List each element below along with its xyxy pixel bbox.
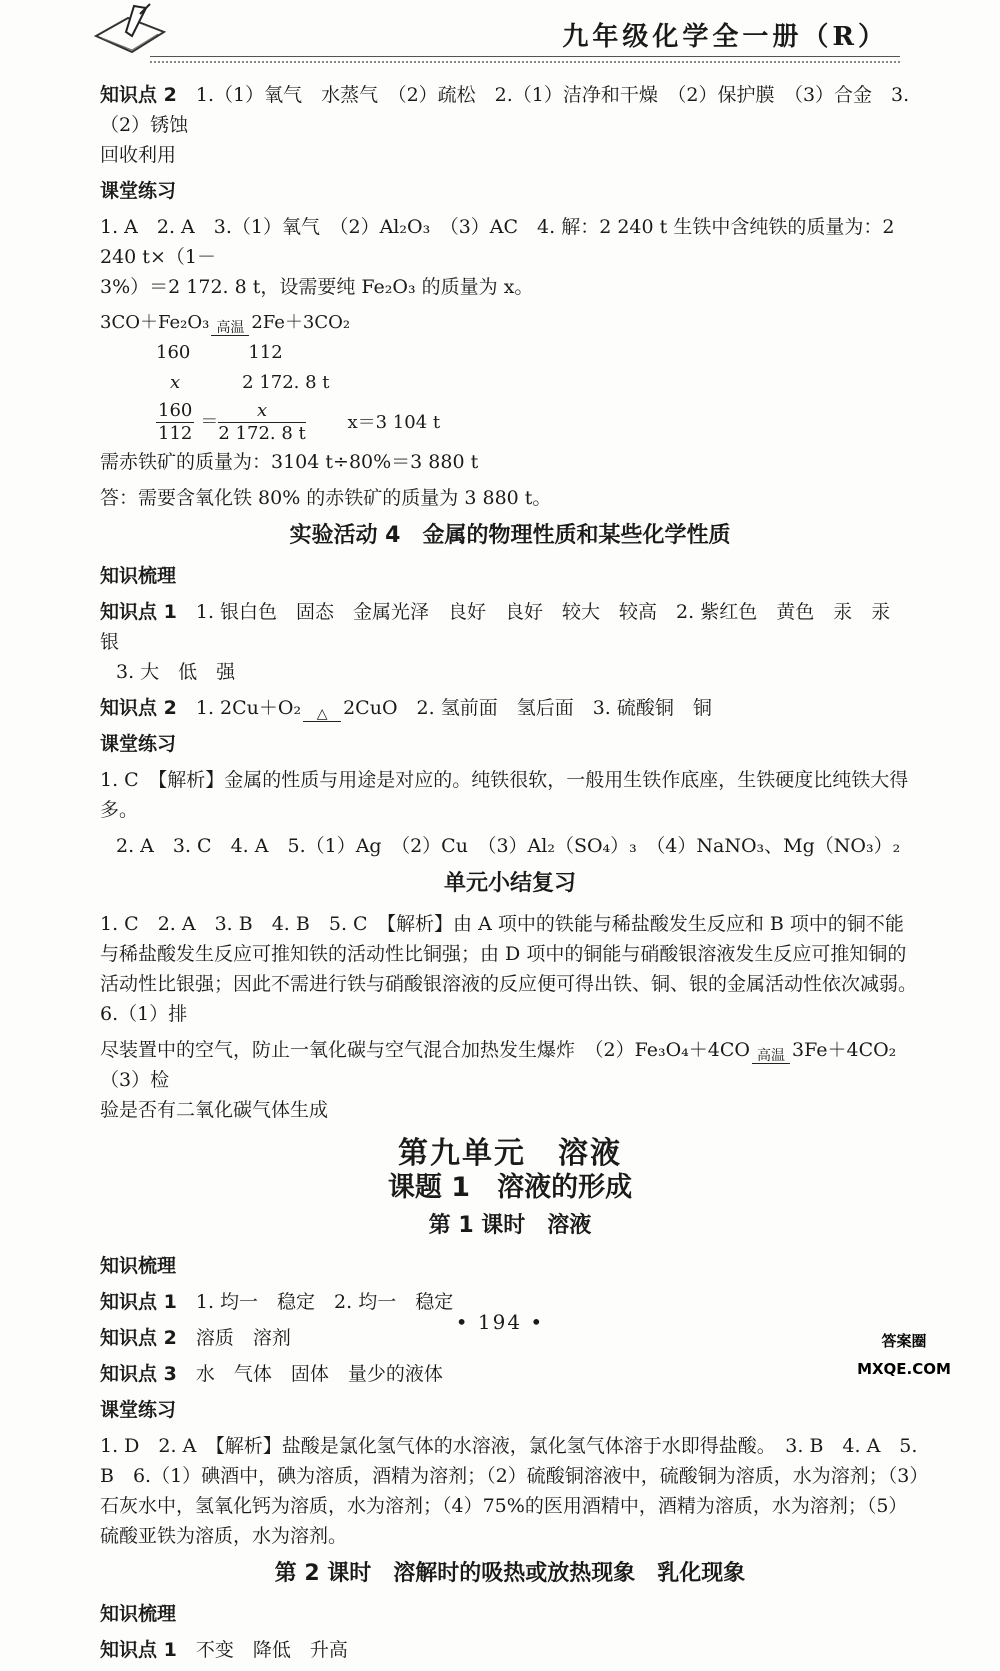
text: 溶质 溶剂 [195,1327,291,1349]
section-heading: 单元小结复习 [443,871,576,896]
equation [100,308,920,338]
paragraph: 1. D 2. A 【解析】盐酸是氯化氢气体的水溶液，氯化氢气体溶于水即得盐酸。 3. B 4. A 5. B 6.（1）碘酒中，碘为溶质，酒精为溶剂；（2）硫酸铜溶液中，硫酸铜为溶质，水为溶剂；（3）石灰水中，氢氧化钙为溶质，水为溶剂；（4）75%的医用酒精中，酒精为溶质，水为溶剂；（5）硫酸亚铁为溶质，水为溶剂。 [100,1435,919,1547]
fraction [218,400,305,445]
text: 不变 降低 升高 [195,1639,348,1661]
label: 知识点 1 [100,1639,177,1661]
header-logo [92,2,168,58]
paragraph: 需赤铁矿的质量为：3104 t÷80%＝3 880 t [100,451,479,473]
section-label: 课堂练习 [100,180,177,202]
denominator: 112 [158,423,193,444]
paragraph [100,1359,920,1389]
watermark-top: 答案圈 [881,1332,927,1350]
value: x [170,372,181,393]
eq-left: 3CO＋Fe₂O₃ [100,312,210,333]
value: 112 [248,342,283,363]
paragraph: 答：需要含氧化铁 80% 的赤铁矿的质量为 3 880 t。 [100,487,552,509]
ratio-row [100,368,920,398]
text: 验是否有二氧化碳气体生成 [100,1099,329,1121]
ratio-row [100,338,920,368]
section-heading: 实验活动 4 金属的物理性质和某些化学性质 [289,523,731,548]
paragraph [100,597,920,687]
paragraph [100,80,920,170]
paragraph: 1. C 2. A 3. B 4. B 5. C 【解析】由 A 项中的铁能与稀盐酸发生反应和 B 项中的铜不能与稀盐酸发生反应可推知铁的活动性比铜强；由 D 项中的铜能与硝酸银溶液发生反应可推知铜的活动性比银强；因此不需进行铁与硝酸银溶液的反应便可得出铁、铜、银的金属活动性依次减弱。 6.（1）排 [100,913,927,1025]
text: 1. A 2. A 3.（1）氧气 （2）Al₂O₃ （3）AC 4. 解：2 240 t 生铁中含纯铁的质量为：2 240 t×（1－ [100,216,895,268]
section-label: 知识梳理 [100,565,177,587]
text: 1. 均一 稳定 2. 均一 稳定 [195,1291,454,1313]
label: 知识点 2 [100,697,177,719]
watermark-logo [844,1312,964,1384]
paragraph [100,1635,920,1665]
text: 尽装置中的空气，防止一氧化碳与空气混合加热发生爆炸 （2）Fe₃O₄＋4CO [100,1039,750,1061]
lesson-heading: 第 1 课时 溶液 [428,1213,592,1238]
value: 160 [156,342,191,363]
condition [750,1049,792,1064]
section-label: 课堂练习 [100,733,177,755]
label: 知识点 2 [100,84,177,106]
text: 回收利用 [100,144,177,166]
text: 水 气体 固体 量少的液体 [195,1363,443,1385]
page-content [100,80,927,1671]
unit-heading: 第九单元 溶液 [398,1136,622,1171]
numerator: x [218,400,305,423]
condition [209,321,251,336]
cond-text: △ [316,706,328,722]
label: 知识点 1 [100,1291,177,1313]
watermark-bottom: MXQE.COM [857,1360,951,1378]
fraction [156,400,194,445]
value: 2 172. 8 t [242,372,330,393]
paragraph [100,693,920,723]
text: 3%）＝2 172. 8 t，设需要纯 Fe₂O₃ 的质量为 x。 [100,276,534,298]
paragraph: 2. A 3. C 4. A 5.（1）Ag （2）Cu （3）Al₂（SO₄）₃ （4）NaNO₃、Mg（NO₃）₂ [116,835,901,857]
label: 知识点 1 [100,601,177,623]
paragraph: 1. C 【解析】金属的性质与用途是对应的。纯铁很软，一般用生铁作底座，生铁硬度比纯铁大得多。 [100,769,909,821]
text: 2CuO 2. 氢前面 氢后面 3. 硫酸铜 铜 [343,697,712,719]
eq-right: 2Fe＋3CO₂ [251,312,351,333]
paragraph [100,212,920,302]
page-number: • 194 • [455,1310,545,1334]
denominator: 2 172. 8 t [218,423,306,444]
proportion: $\frac{160}{112}$ ＝ $\frac{x}{2 172. 8 t}$ x＝3 104 t [158,400,441,444]
section-label: 知识梳理 [100,1255,177,1277]
topic-heading: 课题 1 溶液的形成 [387,1172,633,1203]
cond-text: 高温 [216,320,245,336]
numerator: 160 [158,400,193,421]
header-title: 九年级化学全一册（R） [562,22,888,52]
result: x＝3 104 t [347,411,441,433]
section-label: 课堂练习 [100,1399,177,1421]
cond-text: 高温 [757,1048,785,1064]
label: 知识点 2 [100,1327,177,1349]
section-label: 知识梳理 [100,1603,177,1625]
header-rule [150,56,900,63]
text: 3. 大 低 强 [116,661,236,683]
text: 3Fe＋4CO₂ （3）检 [100,1039,916,1091]
label: 知识点 3 [100,1363,177,1385]
condition [301,707,343,722]
text: 1.（1）氧气 水蒸气 （2）疏松 2.（1）洁净和干燥 （2）保护膜 （3）合金 3.（2）锈蚀 [100,84,910,136]
paragraph [100,1035,920,1125]
text: 1. 银白色 固态 金属光泽 良好 良好 较大 较高 2. 紫红色 黄色 汞 汞 银 [100,601,910,653]
text: 1. 2Cu＋O₂ [195,697,302,719]
lesson-heading: 第 2 课时 溶解时的吸热或放热现象 乳化现象 [274,1561,746,1586]
